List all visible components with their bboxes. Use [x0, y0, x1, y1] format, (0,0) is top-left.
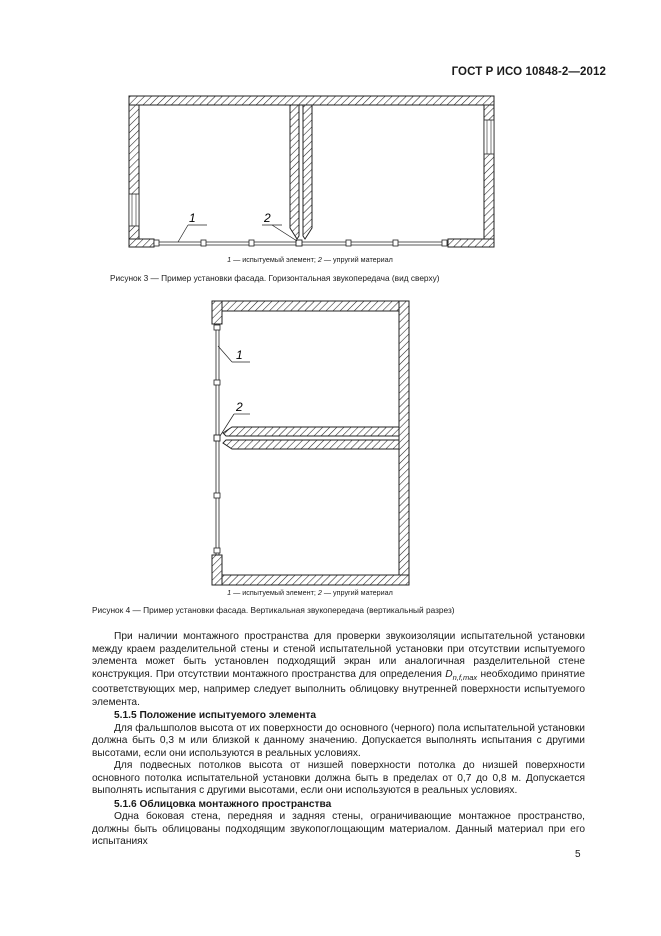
- fig3-bottom-right-stub: [448, 239, 494, 247]
- paragraph-4: Одна боковая стена, передняя и задняя стены, ограничивающие монтажное пространство, должны быть облицованы подходящим звукопоглощающим материалом. Данный материал при его испытаниях: [92, 811, 585, 848]
- fig3-legend-text1: — испытуемый элемент;: [231, 255, 318, 264]
- fig3-right-wall: [484, 96, 494, 247]
- heading-5-1-5: 5.1.5 Положение испытуемого элемента: [114, 710, 316, 722]
- fig4-slab-upper: [223, 427, 399, 436]
- symbol-subscript: n,f,max: [452, 672, 478, 682]
- fig3-separating-wall-right: [303, 105, 312, 239]
- fig3-right-window: [484, 120, 494, 154]
- paragraph-1: При наличии монтажного пространства для проверки звукоизоляции испытательной установки между краем разделительной стены и стеной испытательной установки при отсутствии испытуемого элемента может быть установлен подходящий экран или аналогичная разделительной стене конструкция. При отсутствии монтажного пространства для определения $D_{n,f,max}$ необходимо принятие соответствующих мер, например следует выполнить облицовку внутренней поверхности испытуемого элемента.: [92, 631, 585, 708]
- fig3-legend-text2: — упругий материал: [321, 255, 393, 264]
- paragraph-3: Для подвесных потолков высота от низшей поверхности потолка до низшей поверхности основного потолка испытательной установки должна быть в пределах от 0,7 до 0,8 м. Допускается выполнять испытания с другими высотами, если они используются в реальных условиях.: [92, 760, 585, 797]
- fig3-label-1: 1: [189, 211, 196, 225]
- fig3-label-2: 2: [264, 211, 271, 225]
- fig3-top-wall: [129, 96, 494, 105]
- fig4-label-1: 1: [236, 348, 243, 362]
- body-text: [92, 631, 585, 849]
- figure4-legend: [190, 588, 430, 597]
- figure4-drawing: [212, 301, 409, 585]
- fig4-left-bottom-stub: [212, 555, 222, 585]
- fig3-legend-num1: 1: [227, 255, 232, 264]
- fig4-label-2: 2: [236, 400, 243, 414]
- figure3-legend: [190, 255, 430, 264]
- page-number: 5: [575, 849, 581, 860]
- fig4-legend-text2: — упругий материал: [321, 588, 393, 597]
- paragraph-2: Для фальшполов высота от их поверхности до основного (черного) пола испытательной установки должна быть 0,3 м или близкой к данному значению. Допускается выполнять испытания с другими высотами, если они используются в реальных условиях.: [92, 722, 585, 759]
- fig4-top-wall: [212, 301, 409, 311]
- fig4-bottom-wall: [212, 575, 409, 585]
- standard-header: ГОСТ Р ИСО 10848-2—2012: [451, 66, 606, 78]
- fig3-bottom-left-stub: [129, 239, 154, 247]
- fig4-legend-num1: 1: [227, 588, 232, 597]
- fig3-legend-num2: 2: [317, 255, 322, 264]
- fig4-right-wall: [399, 301, 409, 585]
- heading-5-1-6: 5.1.6 Облицовка монтажного пространства: [114, 798, 332, 810]
- figure3-drawing: [129, 96, 494, 247]
- fig4-left-top-stub: [212, 301, 222, 324]
- fig3-separating-wall-left: [290, 105, 299, 239]
- fig4-legend-text1: — испытуемый элемент;: [231, 588, 318, 597]
- figure4-caption: Рисунок 4 — Пример установки фасада. Вертикальная звукопередача (вертикальный разрез): [92, 605, 455, 615]
- figure3-caption: Рисунок 3 — Пример установки фасада. Горизонтальная звукопередача (вид сверху): [110, 273, 440, 283]
- fig3-left-window: [129, 194, 139, 226]
- symbol-d: D: [445, 668, 453, 680]
- fig4-legend-num2: 2: [317, 588, 322, 597]
- fig4-slab-lower: [223, 440, 399, 449]
